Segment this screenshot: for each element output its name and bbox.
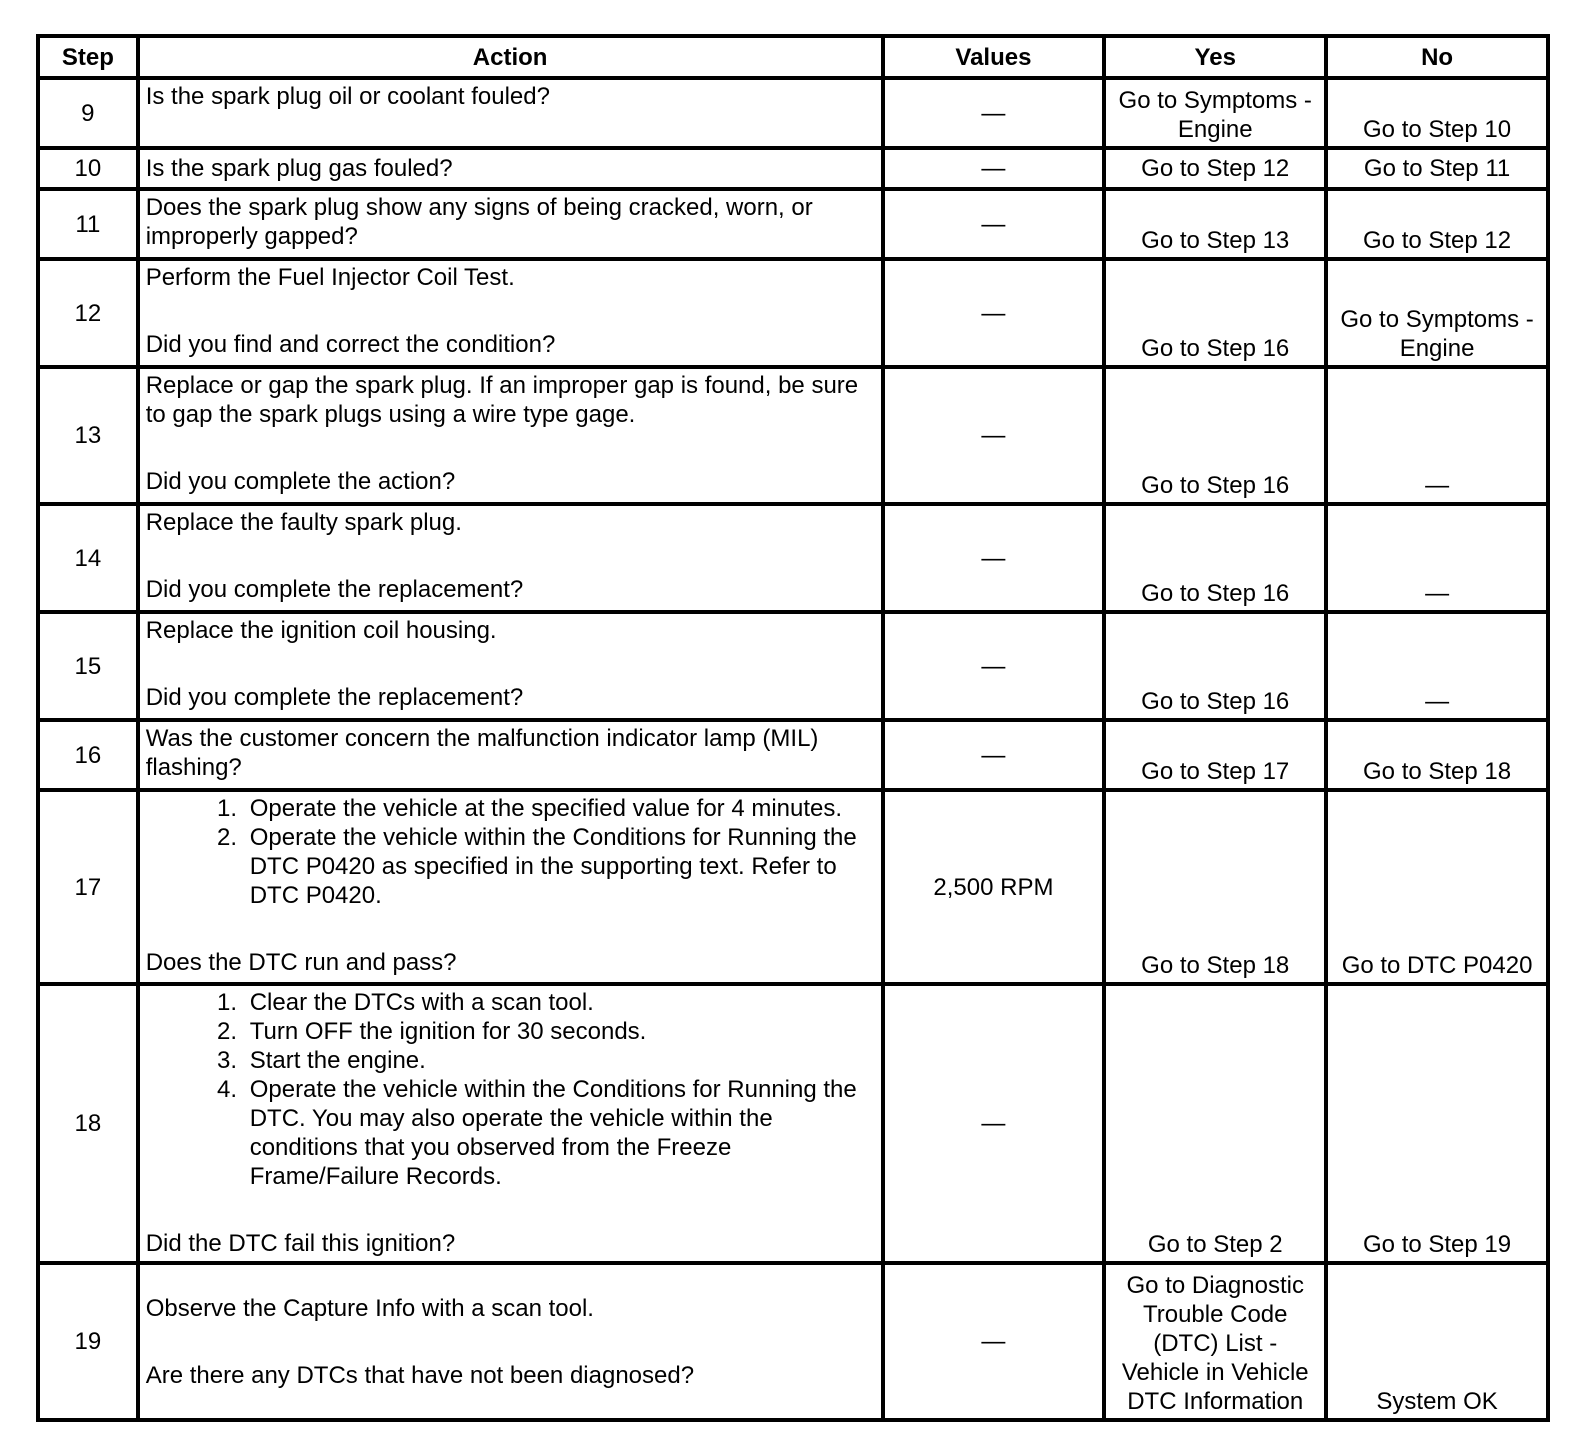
no-cell: — [1326, 612, 1548, 720]
action-cell [138, 984, 883, 1263]
value-cell: 2,500 RPM [883, 790, 1105, 984]
action-question: Does the DTC run and pass? [145, 949, 457, 976]
action-text: Does the spark plug show any signs of being cracked, worn, or improperly gapped? [138, 189, 883, 259]
action-text: Is the spark plug oil or coolant fouled? [138, 78, 883, 148]
yes-cell: Go to Step 2 [1104, 984, 1326, 1263]
table-row [38, 612, 1548, 720]
step-number: 9 [38, 78, 138, 148]
value-cell: — [883, 720, 1105, 790]
yes-cell: Go to Step 16 [1104, 367, 1326, 504]
yes-cell: Go to Step 13 [1104, 189, 1326, 259]
table-row [38, 78, 1548, 148]
action-text: Perform the Fuel Injector Coil Test. [145, 264, 515, 291]
no-cell: Go to Step 11 [1326, 148, 1548, 189]
list-item: 1. Clear the DTCs with a scan tool. [244, 988, 875, 1017]
value-cell: — [883, 148, 1105, 189]
action-cell [138, 790, 883, 984]
action-cell [138, 612, 883, 720]
list-item: 2. Operate the vehicle within the Conditions for Running the DTC P0420 as specified in the supporting text. Refer to DTC P0420. [244, 823, 875, 910]
yes-cell: Go to Symptoms - Engine [1104, 78, 1326, 148]
step-number: 13 [38, 367, 138, 504]
list-item: 2. Turn OFF the ignition for 30 seconds. [244, 1017, 875, 1046]
table-row [38, 720, 1548, 790]
action-steps-list [146, 794, 875, 910]
table-row [38, 148, 1548, 189]
action-text: Replace the faulty spark plug. [145, 509, 462, 536]
no-cell: — [1326, 504, 1548, 612]
list-item: 1. Operate the vehicle at the specified value for 4 minutes. [244, 794, 875, 823]
yes-cell: Go to Step 16 [1104, 612, 1326, 720]
no-cell: Go to Step 19 [1326, 984, 1548, 1263]
value-cell: — [883, 1263, 1105, 1420]
header-row [38, 36, 1548, 78]
value-cell: — [883, 984, 1105, 1263]
action-cell [138, 504, 883, 612]
step-number: 17 [38, 790, 138, 984]
table-row [38, 367, 1548, 504]
value-cell: — [883, 504, 1105, 612]
table-row [38, 504, 1548, 612]
value-cell: — [883, 78, 1105, 148]
header-step: Step [38, 36, 138, 78]
yes-cell: Go to Step 12 [1104, 148, 1326, 189]
header-action: Action [138, 36, 883, 78]
no-cell: System OK [1326, 1263, 1548, 1420]
action-steps-list [146, 988, 875, 1191]
value-cell: — [883, 367, 1105, 504]
action-question: Did the DTC fail this ignition? [145, 1230, 456, 1257]
action-text: Was the customer concern the malfunction indicator lamp (MIL) flashing? [138, 720, 883, 790]
table-row [38, 790, 1548, 984]
list-item: 4. Operate the vehicle within the Conditions for Running the DTC. You may also operate the vehicle within the conditions that you observed from the Freeze Frame/Failure Records. [244, 1075, 875, 1191]
step-number: 19 [38, 1263, 138, 1420]
action-text: Replace or gap the spark plug. If an improper gap is found, be sure to gap the spark plugs using a wire type gage. [145, 372, 859, 428]
header-no: No [1326, 36, 1548, 78]
action-text: Observe the Capture Info with a scan tool. [145, 1294, 594, 1322]
action-text: Replace the ignition coil housing. [145, 617, 497, 644]
step-number: 14 [38, 504, 138, 612]
table-row [38, 984, 1548, 1263]
value-cell: — [883, 612, 1105, 720]
table-row [38, 259, 1548, 367]
no-cell: Go to Step 10 [1326, 78, 1548, 148]
list-item: 3. Start the engine. [244, 1046, 875, 1075]
no-cell: Go to Step 18 [1326, 720, 1548, 790]
action-question: Are there any DTCs that have not been diagnosed? [145, 1361, 695, 1389]
table-row [38, 1263, 1548, 1420]
step-number: 16 [38, 720, 138, 790]
action-cell [138, 259, 883, 367]
action-question: Did you find and correct the condition? [145, 331, 556, 358]
yes-cell: Go to Step 17 [1104, 720, 1326, 790]
no-cell: Go to Symptoms - Engine [1326, 259, 1548, 367]
action-question: Did you complete the action? [145, 468, 456, 495]
action-cell [138, 1263, 883, 1420]
yes-cell: Go to Step 16 [1104, 259, 1326, 367]
action-question: Did you complete the replacement? [145, 684, 524, 711]
value-cell: — [883, 189, 1105, 259]
table-row [38, 189, 1548, 259]
no-cell: — [1326, 367, 1548, 504]
no-cell: Go to DTC P0420 [1326, 790, 1548, 984]
step-number: 15 [38, 612, 138, 720]
step-number: 18 [38, 984, 138, 1263]
yes-cell: Go to Step 18 [1104, 790, 1326, 984]
yes-cell: Go to Step 16 [1104, 504, 1326, 612]
value-cell: — [883, 259, 1105, 367]
step-number: 12 [38, 259, 138, 367]
action-cell [138, 367, 883, 504]
header-yes: Yes [1104, 36, 1326, 78]
header-values: Values [883, 36, 1105, 78]
no-cell: Go to Step 12 [1326, 189, 1548, 259]
yes-cell: Go to Diagnostic Trouble Code (DTC) List - Vehicle in Vehicle DTC Information [1104, 1263, 1326, 1420]
diagnostic-table [36, 34, 1550, 1422]
action-text: Is the spark plug gas fouled? [138, 148, 883, 189]
step-number: 11 [38, 189, 138, 259]
step-number: 10 [38, 148, 138, 189]
action-question: Did you complete the replacement? [145, 576, 524, 603]
